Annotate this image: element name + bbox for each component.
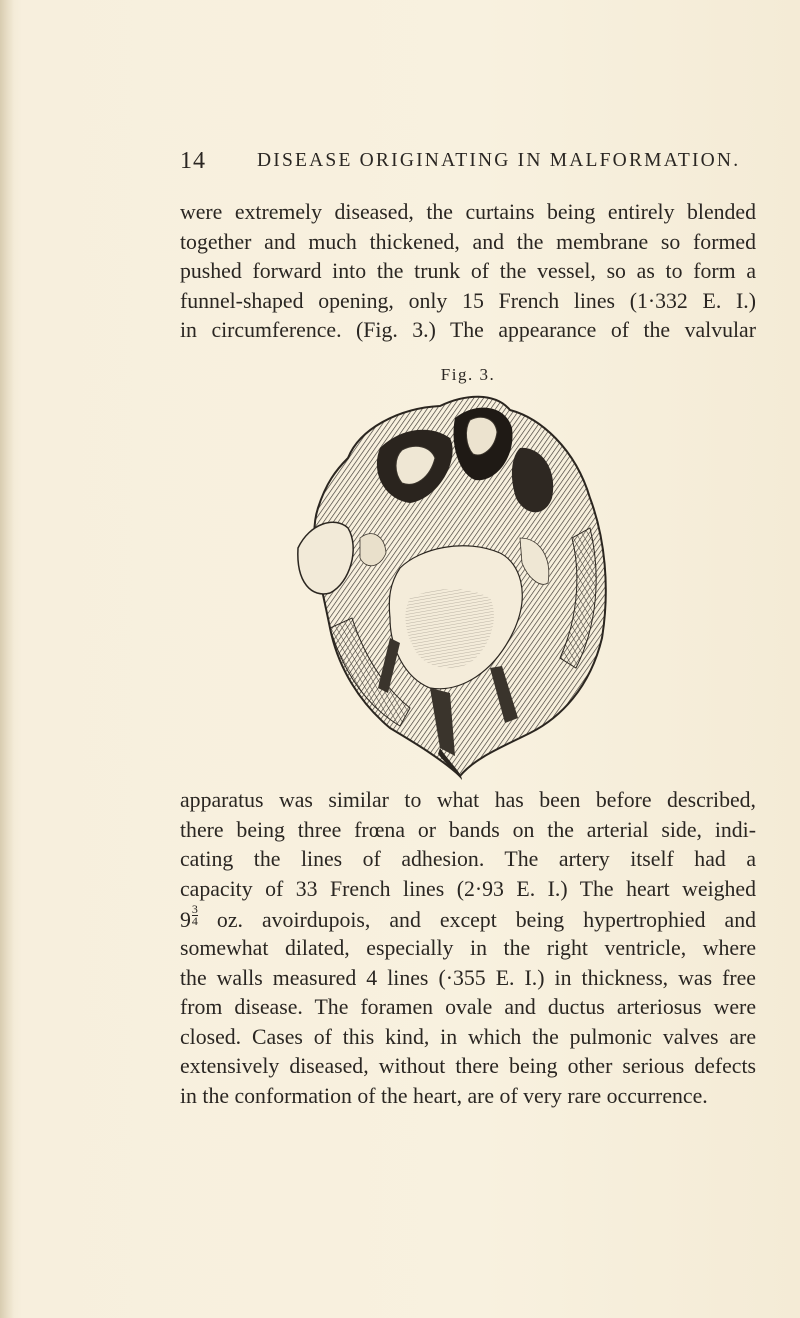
weight-integer: 9 [180,908,191,933]
text-line: the walls measured 4 lines (·355 E. I.) in thickness, was free [180,965,756,990]
text-line: from disease. The foramen ovale and ductus arteriosus were [180,995,756,1020]
heart-valve-illustration [290,388,630,780]
text-line: closed. Cases of this kind, in which the pulmonic valves are [180,1024,756,1049]
text-line: extensively diseased, without there being other serious defects [180,1054,756,1079]
text-line: together and much thickened, and the membrane so formed [180,229,756,254]
text-line: funnel-shaped opening, only 15 French lines (1·332 E. I.) [180,288,756,313]
figure-caption: Fig. 3. [440,365,496,384]
fraction-numerator: 3 [191,902,198,917]
text-line: apparatus was similar to what has been before described, [180,788,756,812]
fraction-denominator: 4 [191,914,198,929]
text-line: pushed forward into the trunk of the vessel, so as to form a [180,259,756,284]
text-line: in circumference. (Fig. 3.) The appearance of the valvular [180,318,756,343]
weight-line-rest: oz. avoirdupois, and except being hypertrophied and [197,908,756,933]
paragraph-bottom [180,786,756,1112]
text-line: in the conformation of the heart, are of very rare occurrence. [180,1083,708,1108]
paragraph-top [180,198,756,346]
running-head [180,148,740,178]
text-line: somewhat dilated, especially in the right ventricle, where [180,935,756,960]
text-line: capacity of 33 French lines (2·93 E. I.) The heart weighed [180,876,756,901]
text-line-weight [180,904,756,934]
page-gutter [0,0,14,1318]
text-line: there being three frœna or bands on the arterial side, indi- [180,817,756,842]
running-head-title: DISEASE ORIGINATING IN MALFORMATION. [257,150,741,171]
text-line: cating the lines of adhesion. The artery itself had a [180,847,756,872]
page-number: 14 [180,148,206,174]
text-line: were extremely diseased, the curtains being entirely blended [180,200,756,224]
